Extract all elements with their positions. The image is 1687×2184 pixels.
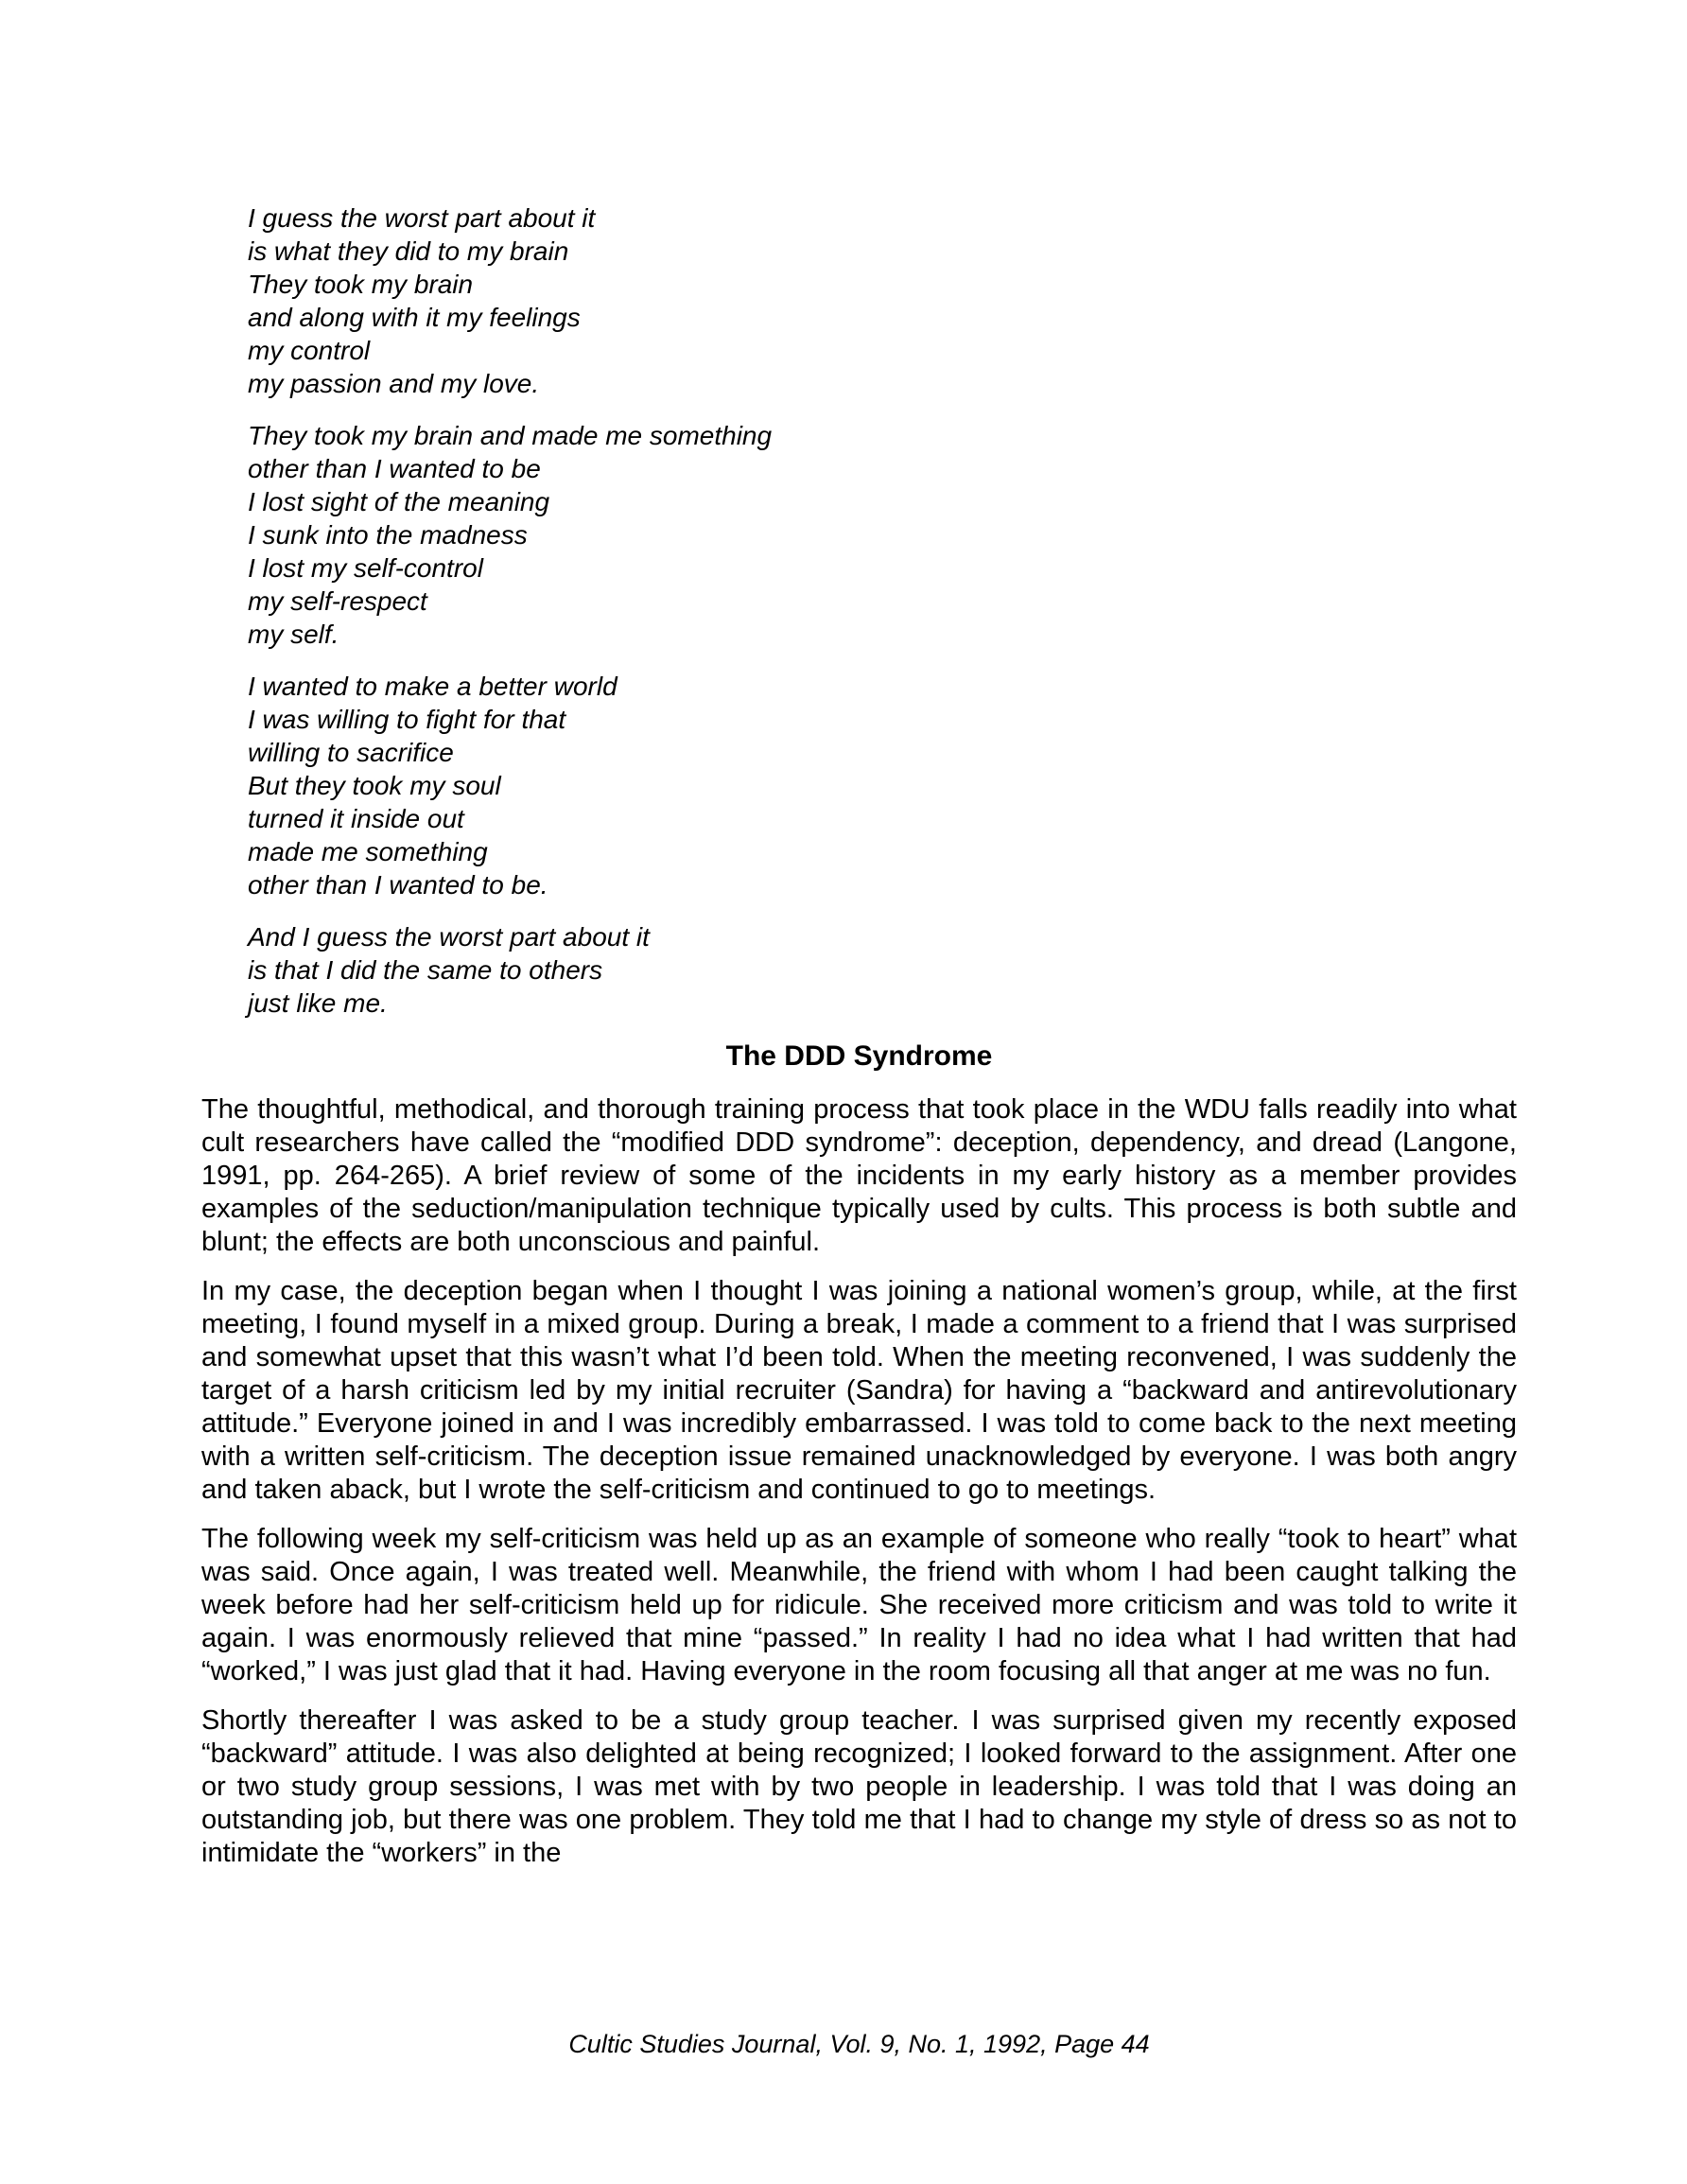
poem-line: and along with it my feelings <box>248 303 581 332</box>
section-heading: The DDD Syndrome <box>725 1040 993 1072</box>
poem-line: They took my brain and made me something <box>248 421 773 450</box>
body-paragraph-4: Shortly thereafter I was asked to be a study group teacher. I was surprised given my recently exposed “backward” attitude. I was also delighted at being recognized; I looked forward to the assignment. After one or two study group sessions, I was met with by two people in leadership. I was told that I was doing an outstanding job, but there was one problem. They told me that I had to change my style of dress so as not to intimidate the “workers” in the <box>201 1705 1517 1868</box>
poem-line: my passion and my love. <box>248 369 540 398</box>
poem-line: I lost my self-control <box>248 553 483 583</box>
poem-line: But they took my soul <box>248 771 501 800</box>
page-content <box>201 201 1517 1886</box>
poem-line: just like me. <box>248 988 388 1018</box>
poem-line: turned it inside out <box>248 804 464 833</box>
poem-stanza-4 <box>248 920 1517 1020</box>
body-paragraph-1: The thoughtful, methodical, and thorough training process that took place in the WDU falls readily into what cult researchers have called the “modified DDD syndrome”: deception, dependency, and dread (Langone, 1991, pp. 264-265). A brief review of some of the incidents in my early history as a member provides examples of the seduction/manipulation technique typically used by cults. This process is both subtle and blunt; the effects are both unconscious and painful. <box>201 1094 1517 1257</box>
poem-block <box>248 201 1517 1020</box>
poem-line: I wanted to make a better world <box>248 672 617 701</box>
poem-line: I was willing to fight for that <box>248 705 566 734</box>
poem-line: made me something <box>248 837 488 866</box>
poem-line: my control <box>248 336 371 365</box>
poem-line: willing to sacrifice <box>248 738 454 767</box>
poem-stanza-2 <box>248 419 1517 651</box>
page-footer: Cultic Studies Journal, Vol. 9, No. 1, 1992, Page 44 <box>568 2030 1150 2058</box>
poem-line: is what they did to my brain <box>248 236 569 266</box>
poem-line: other than I wanted to be. <box>248 870 548 900</box>
poem-line: other than I wanted to be <box>248 454 541 483</box>
poem-line: I sunk into the madness <box>248 520 528 550</box>
body-paragraph-3: The following week my self-criticism was held up as an example of someone who really “took to heart” what was said. Once again, I was treated well. Meanwhile, the friend with whom I had been caught talking the week before had her self-criticism held up for ridicule. She received more criticism and was told to write it again. I was enormously relieved that mine “passed.” In reality I had no idea what I had written that had “worked,” I was just glad that it had. Having everyone in the room focusing all that anger at me was no fun. <box>201 1524 1517 1686</box>
poem-line: I guess the worst part about it <box>248 203 596 233</box>
poem-line: my self-respect <box>248 586 427 616</box>
poem-line: my self. <box>248 620 339 649</box>
poem-line: I lost sight of the meaning <box>248 487 550 516</box>
poem-stanza-1 <box>248 201 1517 400</box>
poem-stanza-3 <box>248 670 1517 901</box>
poem-line: They took my brain <box>248 270 474 299</box>
poem-line: And I guess the worst part about it <box>248 922 650 952</box>
poem-line: is that I did the same to others <box>248 955 603 985</box>
body-paragraph-2: In my case, the deception began when I thought I was joining a national women’s group, while, at the first meeting, I found myself in a mixed group. During a break, I made a comment to a friend that I was surprised and somewhat upset that this wasn’t what I’d been told. When the meeting reconvened, I was suddenly the target of a harsh criticism led by my initial recruiter (Sandra) for having a “backward and antirevolutionary attitude.” Everyone joined in and I was incredibly embarrassed. I was told to come back to the next meeting with a written self-criticism. The deception issue remained unacknowledged by everyone. I was both angry and taken aback, but I wrote the self-criticism and continued to go to meetings. <box>201 1276 1517 1505</box>
